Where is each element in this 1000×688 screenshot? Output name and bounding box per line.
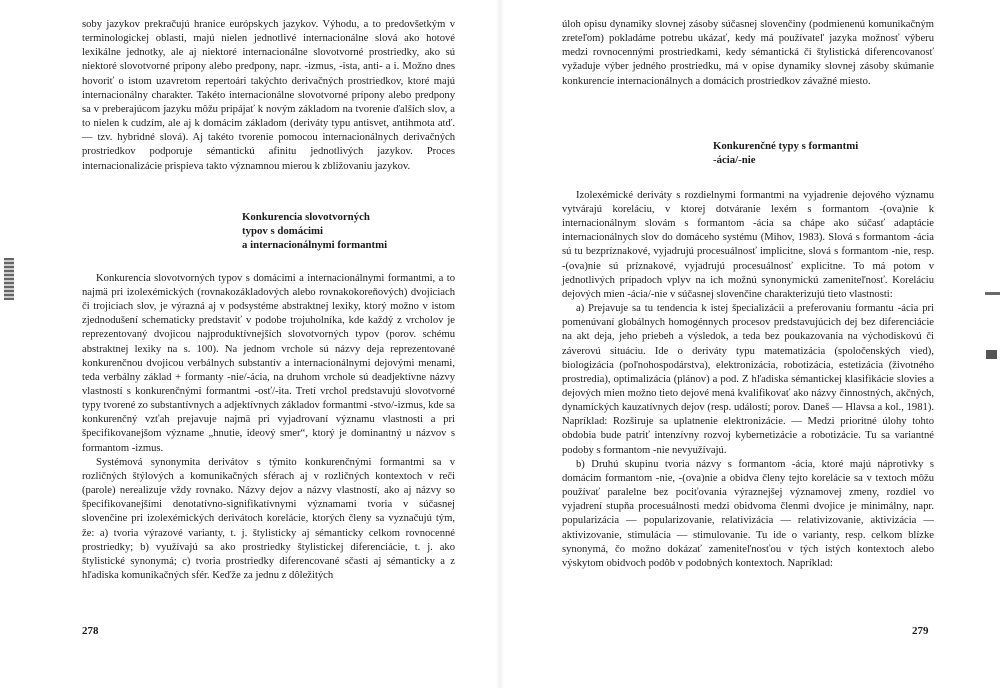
left-heading-line-2: typov s domácimi — [242, 224, 323, 237]
left-text-column — [82, 18, 455, 583]
right-section-heading — [713, 139, 934, 167]
scan-smudge-left — [4, 258, 14, 300]
right-text-column — [562, 18, 934, 571]
right-heading-line-2: -ácia/-nie — [713, 153, 756, 166]
left-paragraph-1: soby jazykov prekračujú hranice európskych jazykov. Výhodu, a to predovšetkým v terminologickej oblasti, majú nielen jednotlivé internacionálne slová ako hotové lexikálne jednotky, ale aj niektoré internacionálne slovotvorné prostriedky, ako sú niektoré slovotvorné prípony alebo predpony, napr. -izmus, -ista, anti- a i. Možno dnes hovoriť o istom uzavretom repertoári takýchto derivačných prostriedkov, ktoré majú internacionálny charakter. Takéto internacionálne slovotvorné prípony alebo predpony sa v preberajúcom jazyku môžu pripájať k novým základom na tvorenie ďalších slov, a to nielen k cudzím, ale aj k domácim základom (deriváty typu antisvet, antihmota atď. — tzv. hybridné slová). Aj takéto tvorenie pomocou internacionálnych derivačných prostriedkov podporuje sémantickú afinitu jednotlivých jazykov. Proces internacionalizácie prispieva takto významnou mierou k zbližovaniu jazykov. — [82, 19, 455, 172]
right-paragraph-2: Izolexémické deriváty s rozdielnymi formantmi na vyjadrenie dejového významu vytvárajú koreláciu, v ktorej dotváranie lexém s formantom -(ova)nie k internacionálnym slovám s formantom -ácia sa chápe ako súčasť adaptácie internacionálnych slov do domáceho systému (Mihov, 1983). Slová s formantom -ácia sú tu bezpríznakové, vyjadrujú procesuálnosť implicitne, slová s formantom -nie, resp. -(ova)nie sú príznakové, vyjadrujú procesuálnosť explicitne. To má potom v jednotlivých prípadoch vplyv na ich možnú synonymickú zameniteľnosť. Koreláciu dejových mien -ácia/-nie v súčasnej slovenčine charakterizujú tieto vlastnosti: — [562, 189, 934, 300]
left-heading-line-1: Konkurencia slovotvorných — [242, 210, 370, 223]
right-paragraph-4: b) Druhú skupinu tvoria názvy s formantom -ácia, ktoré majú náprotivky s domácim formantom -nie, -(ova)nie a obidva členy tejto korelácie sa v textoch môžu používať paralelne bez pociťovania výraznejšej významovej zmeny, rozdiel vo vyjadrení stupňa procesuálnosti medzi obidvoma členmi dvojice je minimálny, napr. popularizácia — popularizovanie, relativizácia — relativizovanie, aktivizácia — aktivizovanie, stimulácia — stimulovanie. Tu ide o varianty, resp. celkom blízke synonymá, čo možno dokázať zameniteľnosťou v tých istých kontextoch alebo výskytom obidvoch podôb v podobných kontextoch. Napríklad: — [562, 458, 934, 569]
scan-smudge-right-bottom — [986, 350, 997, 359]
right-heading-line-1: Konkurenčné typy s formantmi — [713, 139, 859, 152]
left-section-heading — [242, 210, 455, 252]
scan-smudge-right-top — [985, 292, 1000, 295]
right-paragraph-3: a) Prejavuje sa tu tendencia k istej špecializácii a preferovaniu formantu -ácia pri pomenúvaní globálnych homogénnych procesov predstavujúcich dej bez diferenciácie na akt deja, jeho priebeh a výsledok, a teda bez poukazovania na východiskovú či záverovú situáciu. Ide o deriváty typu matematizácia (spoločenských vied), biologizácia (poľnohospodárstva), elektronizácia, robotizácia, estetizácia (životného prostredia), optimalizácia (plánov) a pod. Z hľadiska sémantickej klasifikácie slovies a dejových mien možno tieto dejové mená kvalifikovať ako názvy činnostných, akčných, dynamických kauzatívnych dejov (resp. událostí; porov. Daneš — Hlavsa a kol., 1981). Napríklad: Rozširuje sa uplatnenie elektronizácie. — Medzi prioritné úlohy tohto obdobia bude patriť intenzívny rozvoj kybernetizácie a robotizácie. Tu sa variantné podoby s formantom -nie nevyužívajú. — [562, 303, 934, 456]
left-paragraph-3: Systémová synonymita derivátov s týmito konkurenčnými formantmi sa v rozličných štýlových a komunikačných sférach aj v rozličných kontextoch v reči (parole) nerealizuje vždy rovnako. Názvy dejov a názvy vlastností, ako aj názvy so špecifikovanejšími denotatívno-signifikatívnymi významami tvoria v súčasnej slovenčine pri izolexémických derivátoch korelácie, ktorých členy sa vyznačujú tým, že: a) tvoria výrazové varianty, t. j. štylisticky aj sémanticky celkom rovnocenné prostriedky; b) využívajú sa ako prostriedky štylistickej diferenciácie, t. j. ako štylistické synonymá; c) tvoria prostriedky diferencované sčasti aj sémanticky a z hľadiska komunikačných sfér. Keďže za jednu z dôležitých — [82, 456, 455, 581]
left-heading-line-3: a internacionálnymi formantmi — [242, 238, 388, 251]
right-paragraph-1: úloh opisu dynamiky slovnej zásoby súčasnej slovenčiny (podmienenú komunikačným zreteľom) pokladáme potrebu ukázať, kedy má používateľ jazyka možnosť výberu medzi rovnocennými prostriedkami, kedy sémantická či štylistická diferencovanosť vyžaduje výber jedného prostriedku, má v opise dynamiky slovnej zásoby skúmanie konkurencie internacionálnych a domácich prostriedkov závažné miesto. — [562, 19, 934, 87]
left-paragraph-2: Konkurencia slovotvorných typov s domácimi a internacionálnymi formantmi, a to najmä pri izolexémických (rovnakozákladových alebo rovnakokoreňových) dvojiciach či trojiciach slov, je výrazná aj v podsystéme abstraktnej lexiky, ktorý možno v istom zjednodušení schematicky predstaviť v podobe trojuholníka, kde každý z vrcholov je reprezentovaný dvojicou najproduktívnejších slovotvorných typov (porov. schému abstraktnej lexiky na s. 100). Na jednom vrchole sú názvy deja reprezentované konkurenčnou dvojicou verbálnych substantív a internacionálnymi dejovými menami, teda verbálny základ + formanty -nie/-ácia, na druhom vrchole sú deadjektívne názvy vlastností s konkurenčnými formantmi -osť/-ita. Tretí vrchol predstavujú slovotvorné typy tvorené zo substantívnych a adjektívnych základov formantmi -stvo/-izmus, kde sa konkurenčný vzťah prejavuje najmä pri vyjadrovaní významu vlastnosti a pri špecifikovanejšom význame „hnutie, ideový smer“, ktorý je dominantný u názvov s formantom -izmus. — [82, 272, 455, 454]
right-page-number: 279 — [912, 625, 929, 637]
right-page — [500, 0, 1000, 688]
left-page-number: 278 — [82, 625, 99, 637]
